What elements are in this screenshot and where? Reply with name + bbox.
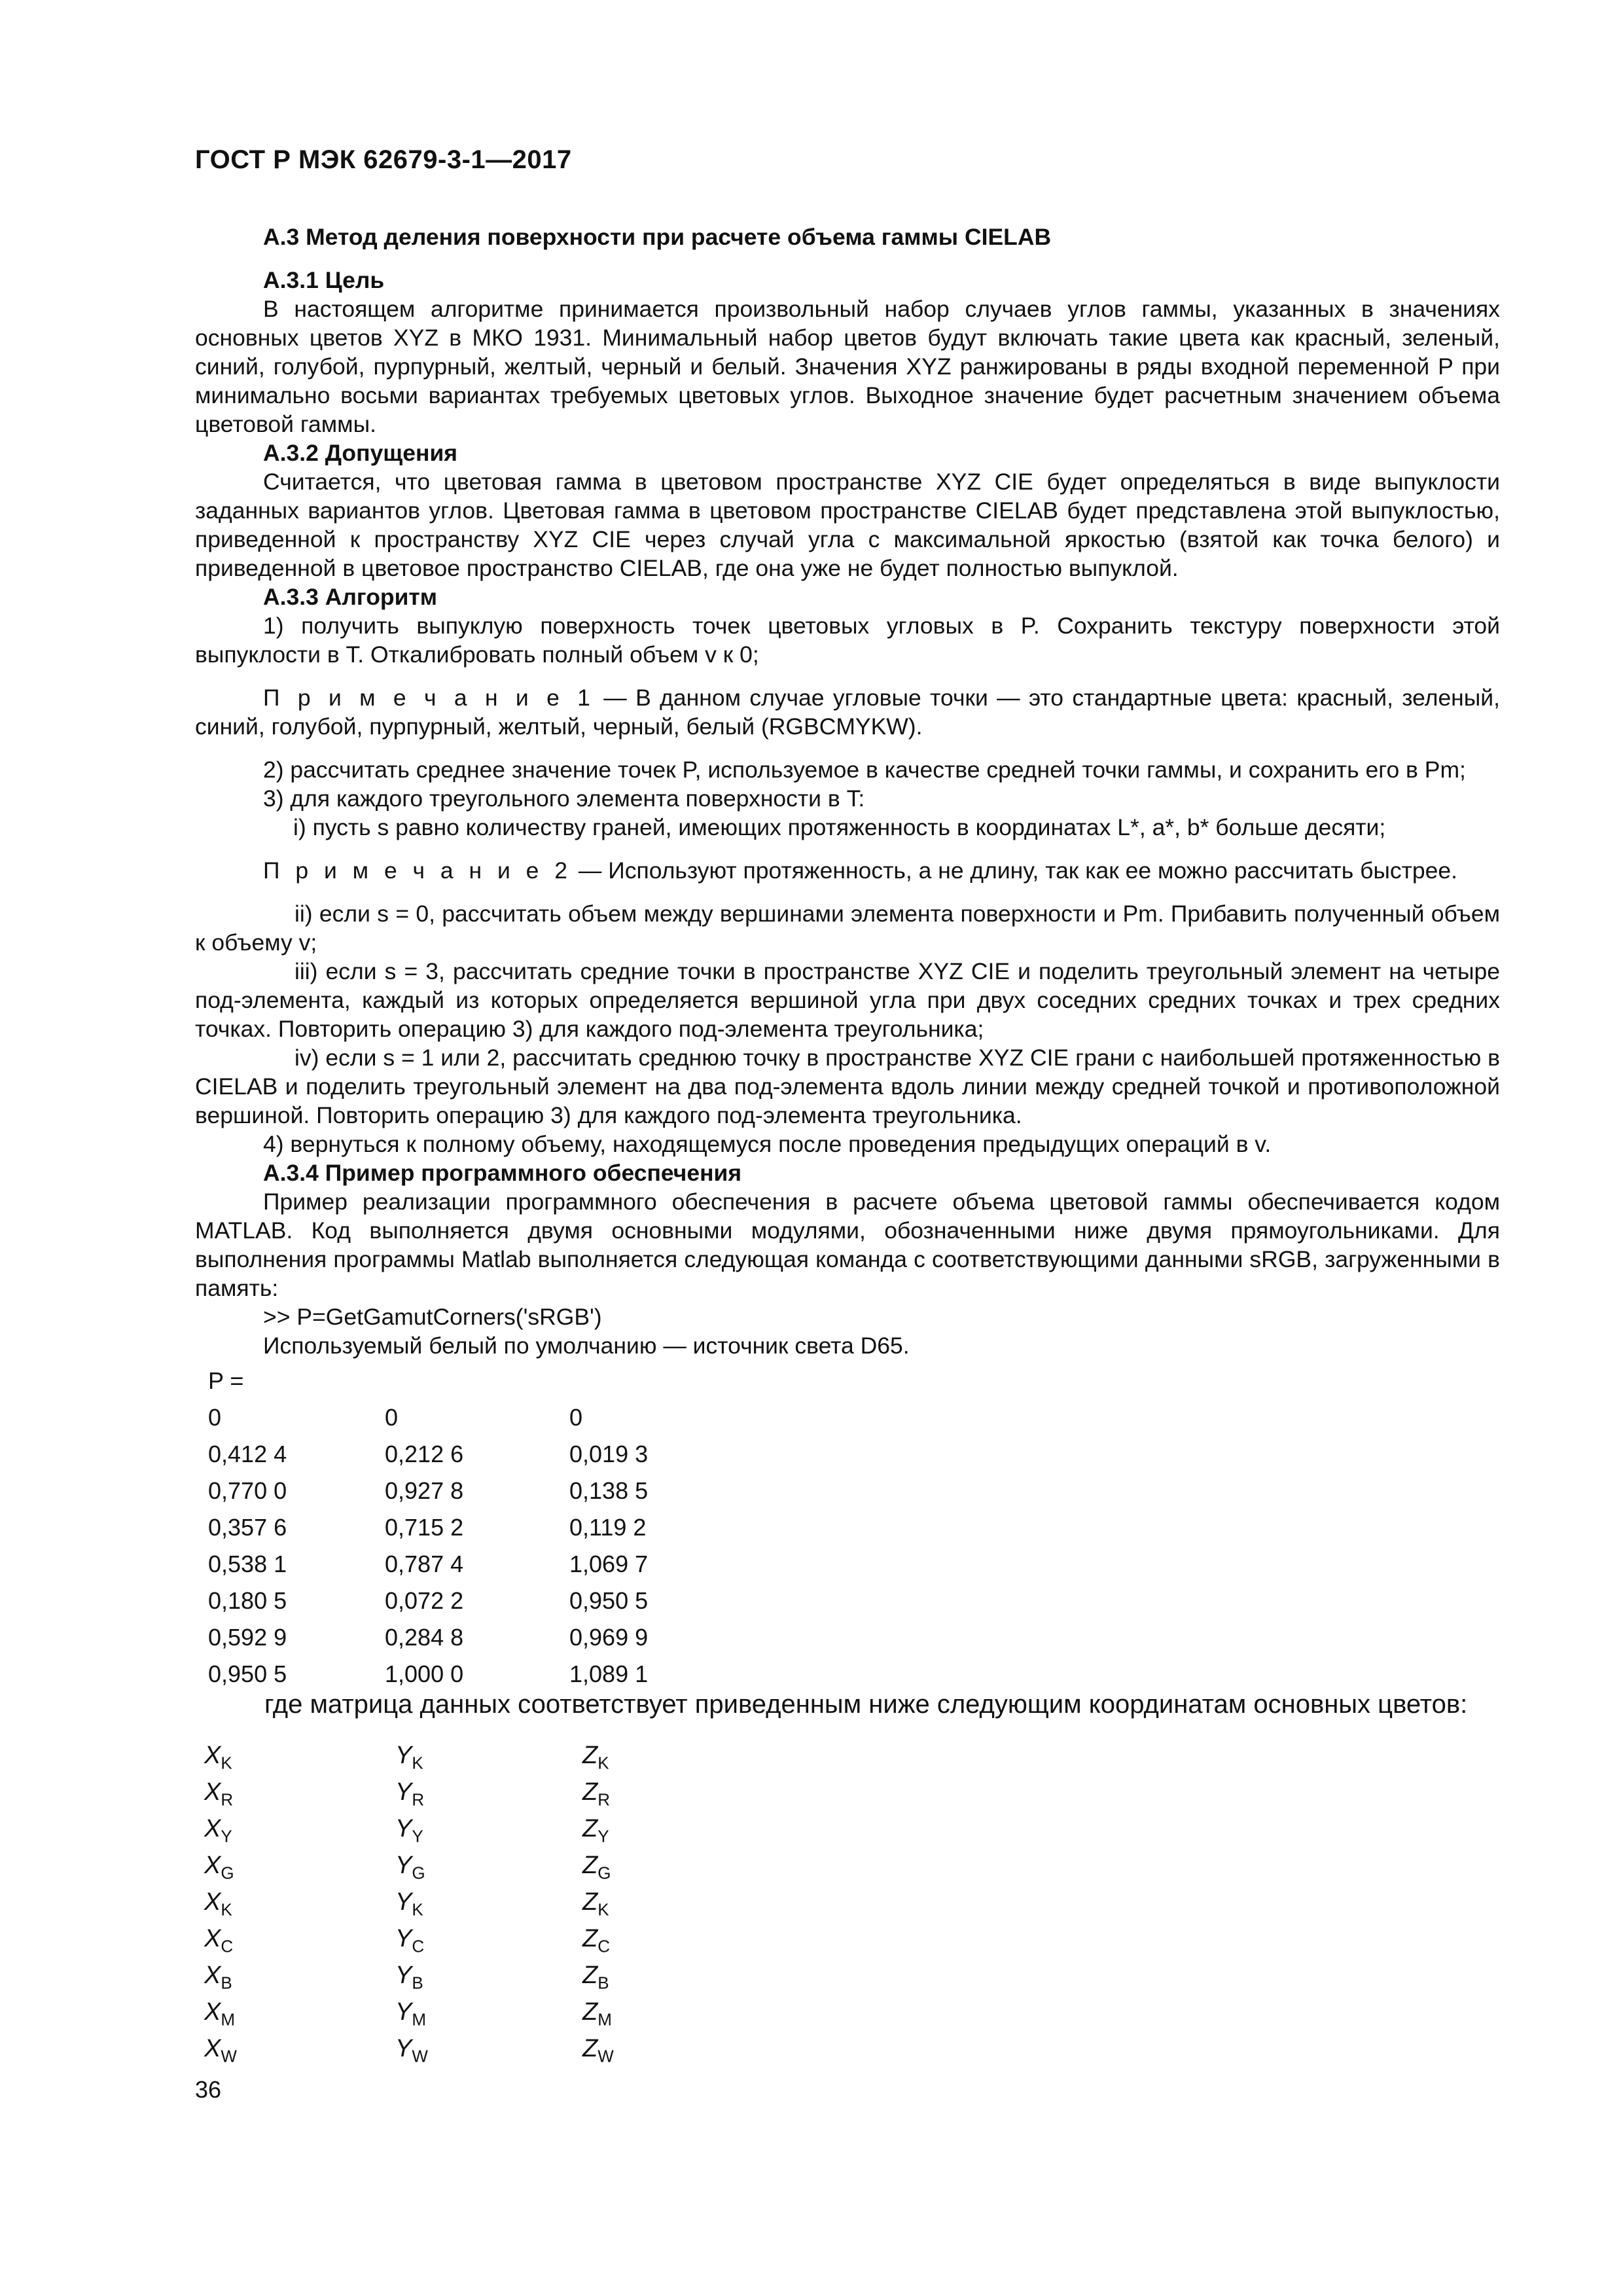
note-1-text: — В данном случае угловые точки — это стандартные цвета: красный, зеленый, синий, голубой, пурпурный, желтый, черный, белый (RGBCMYKW). — [195, 685, 1501, 740]
subsection-title-software: А.3.4 Пример программного обеспечения — [263, 1160, 742, 1186]
coordinate-y: $Y_R$ — [395, 1778, 425, 1810]
matrix-row — [208, 1399, 700, 1436]
default-white-note: Используемый белый по умолчанию — источник света D65. — [263, 1333, 910, 1359]
matrix-cell: 0,770 0 — [208, 1477, 287, 1504]
subsection-title-goal: А.3.1 Цель — [263, 267, 385, 293]
matrix-cell: 1,000 0 — [385, 1660, 464, 1687]
coordinate-z: $Z_W$ — [582, 2035, 614, 2066]
matrix-row — [208, 1583, 700, 1619]
matrix-cell: 0,927 8 — [385, 1477, 464, 1504]
page-number: 36 — [195, 2076, 222, 2103]
matrix-cell: 0,072 2 — [385, 1587, 464, 1614]
algorithm-step-4: 4) вернуться к полному объему, находящемуся после проведения предыдущих операций в v. — [263, 1131, 1272, 1157]
coordinate-row — [204, 1884, 614, 1920]
matrix-cell: 0,538 1 — [208, 1551, 287, 1577]
matrix-label-row — [208, 1363, 700, 1399]
coordinate-x: $X_G$ — [204, 1852, 234, 1883]
matrix-row — [208, 1619, 700, 1656]
algorithm-step-3-i: i) пусть s равно количеству граней, имеющих протяженность в координатах L*, a*, b* больше десяти; — [293, 814, 1386, 840]
note-2-text: — Используют протяженность, а не длину, так как ее можно рассчитать быстрее. — [572, 857, 1458, 884]
algorithm-step-3-ii: ii) если s = 0, рассчитать объем между вершинами элемента поверхности и Pm. Прибавить полученный объем к объему v; — [195, 901, 1500, 956]
matrix-cell: 0,969 9 — [569, 1624, 649, 1651]
coordinate-z: $Z_C$ — [582, 1925, 610, 1956]
matrix-row — [208, 1546, 700, 1583]
coordinate-x: $X_W$ — [204, 2035, 237, 2066]
standard-header: ГОСТ Р МЭК 62679-3-1—2017 — [195, 145, 572, 174]
matrix-cell: 0,950 5 — [569, 1587, 649, 1614]
matrix-cell: 1,069 7 — [569, 1551, 649, 1577]
algorithm-step-3: 3) для каждого треугольного элемента поверхности в T: — [263, 785, 865, 812]
matrix-row — [208, 1656, 700, 1693]
matlab-command: >> P=GetGamutCorners('sRGB') — [263, 1304, 602, 1330]
coordinate-row — [204, 1810, 614, 1847]
section-title: А.3 Метод деления поверхности при расчете объема гаммы CIELAB — [263, 224, 1052, 250]
coordinate-z: $Z_R$ — [582, 1778, 610, 1810]
matrix-row — [208, 1436, 700, 1473]
coordinate-x: $X_R$ — [204, 1778, 234, 1810]
paragraph-assumptions: Считается, что цветовая гамма в цветовом пространстве XYZ CIE будет определяться в виде выпуклости заданных вариантов углов. Цветовая гамма в цветовом пространстве CIELAB будет представлена этой выпуклостью, приведенной к пространству XYZ CIE через случай угла с максимальной яркостью (взятой как точка белого) и приведенной в цветовое пространство CIELAB, где она уже не будет полностью выпуклой. — [195, 469, 1500, 581]
matrix-row — [208, 1509, 700, 1546]
coordinate-y: $Y_K$ — [395, 1742, 423, 1773]
coordinate-y: $Y_G$ — [395, 1852, 425, 1883]
coordinate-y: $Y_W$ — [395, 2035, 428, 2066]
matrix-cell: 0,357 6 — [208, 1514, 287, 1541]
coordinate-x: $X_M$ — [204, 1998, 236, 2030]
subsection-title-assumptions: А.3.2 Допущения — [263, 440, 457, 466]
matrix-explanation: где матрица данных соответствует приведенным ниже следующим координатам основных цветов: — [264, 1690, 1468, 1719]
coordinate-row — [204, 1737, 614, 1774]
matrix-row — [208, 1473, 700, 1509]
coordinate-row — [204, 1774, 614, 1810]
matrix-cell: 0 — [208, 1404, 222, 1431]
document-body — [195, 223, 1500, 1360]
matrix-cell: 0 — [385, 1404, 399, 1431]
coordinate-z: $Z_K$ — [582, 1888, 609, 1920]
matrix-cell: 0,592 9 — [208, 1624, 287, 1651]
algorithm-step-3-iv: iv) если s = 1 или 2, рассчитать среднюю точку в пространстве XYZ CIE грани с наибольшей протяженностью в CIELAB и поделить треугольный элемент на два под-элемента вдоль линии между средней точкой и противоположной вершиной. Повторить операцию 3) для каждого под-элемента треугольника. — [195, 1045, 1500, 1128]
note-2 — [195, 856, 1500, 885]
matrix-p — [208, 1363, 700, 1693]
matrix-cell: 0,284 8 — [385, 1624, 464, 1651]
algorithm-step-2: 2) рассчитать среднее значение точек P, используемое в качестве средней точки гаммы, и сохранить его в Pm; — [263, 757, 1466, 783]
coordinate-y: $Y_C$ — [395, 1925, 425, 1956]
matrix-cell: 0,412 4 — [208, 1441, 287, 1467]
coordinate-x: $X_K$ — [204, 1742, 232, 1773]
algorithm-step-1: 1) получить выпуклую поверхность точек цветовых угловых в P. Сохранить текстуру поверхности этой выпуклости в T. Откалибровать полный объем v к 0; — [195, 613, 1500, 668]
coordinate-x: $X_B$ — [204, 1962, 232, 1993]
coordinate-y: $Y_M$ — [395, 1998, 427, 2030]
coordinate-z: $Z_K$ — [582, 1742, 609, 1773]
coordinate-x: $X_C$ — [204, 1925, 234, 1956]
paragraph-software: Пример реализации программного обеспечения в расчете объема цветовой гаммы обеспечивается кодом MATLAB. Код выполняется двумя основными модулями, обозначенными ниже двумя прямоугольниками. Для выполнения программы Matlab выполняется следующая команда с соответствующими данными sRGB, загруженными в память: — [195, 1189, 1500, 1301]
coordinate-z: $Z_B$ — [582, 1962, 609, 1993]
algorithm-step-3-iii: iii) если s = 3, рассчитать средние точки в пространстве XYZ CIE и поделить треугольный элемент на четыре под-элемента, каждый из которых определяется вершиной угла при двух соседних средних точках и трех средних точках. Повторить операцию 3) для каждого под-элемента треугольника; — [195, 958, 1500, 1042]
matrix-cell: 0,138 5 — [569, 1477, 649, 1504]
matrix-cell: 0,950 5 — [208, 1660, 287, 1687]
coordinate-row — [204, 2030, 614, 2067]
matrix-rows — [208, 1399, 700, 1693]
note-1 — [195, 683, 1500, 741]
matrix-cell: 0,787 4 — [385, 1551, 464, 1577]
matrix-cell: 0 — [569, 1404, 583, 1431]
coordinate-x: $X_K$ — [204, 1888, 232, 1920]
matrix-cell: 0,180 5 — [208, 1587, 287, 1614]
coordinate-row — [204, 1957, 614, 1994]
coordinate-row — [204, 1920, 614, 1957]
coordinate-row — [204, 1994, 614, 2030]
matrix-cell: 1,089 1 — [569, 1660, 649, 1687]
coordinate-y: $Y_B$ — [395, 1962, 423, 1993]
coordinate-list — [204, 1737, 614, 2067]
note-2-label: П р и м е ч а н и е 2 — [263, 857, 573, 884]
paragraph-goal: В настоящем алгоритме принимается произвольный набор случаев углов гаммы, указанных в значениях основных цветов XYZ в МКО 1931. Минимальный набор цветов будут включать такие цвета как красный, зеленый, синий, голубой, пурпурный, желтый, черный и белый. Значения XYZ ранжированы в ряды входной переменной P при минимально восьми вариантах требуемых цветовых углов. Выходное значение будет расчетным значением объема цветовой гаммы. — [195, 296, 1500, 437]
matrix-cell: 0,715 2 — [385, 1514, 464, 1541]
coordinate-y: $Y_Y$ — [395, 1815, 423, 1846]
matrix-label: P = — [208, 1367, 244, 1394]
coordinate-z: $Z_Y$ — [582, 1815, 609, 1846]
subsection-title-algorithm: А.3.3 Алгоритм — [263, 584, 438, 610]
note-1-label: П р и м е ч а н и е 1 — [263, 685, 595, 711]
coordinate-y: $Y_K$ — [395, 1888, 423, 1920]
coordinate-x: $X_Y$ — [204, 1815, 232, 1846]
matrix-cell: 0,119 2 — [569, 1514, 647, 1541]
matrix-cell: 0,019 3 — [569, 1441, 649, 1467]
coordinate-z: $Z_G$ — [582, 1852, 611, 1883]
coordinate-row — [204, 1847, 614, 1884]
matrix-cell: 0,212 6 — [385, 1441, 464, 1467]
coordinate-z: $Z_M$ — [582, 1998, 612, 2030]
